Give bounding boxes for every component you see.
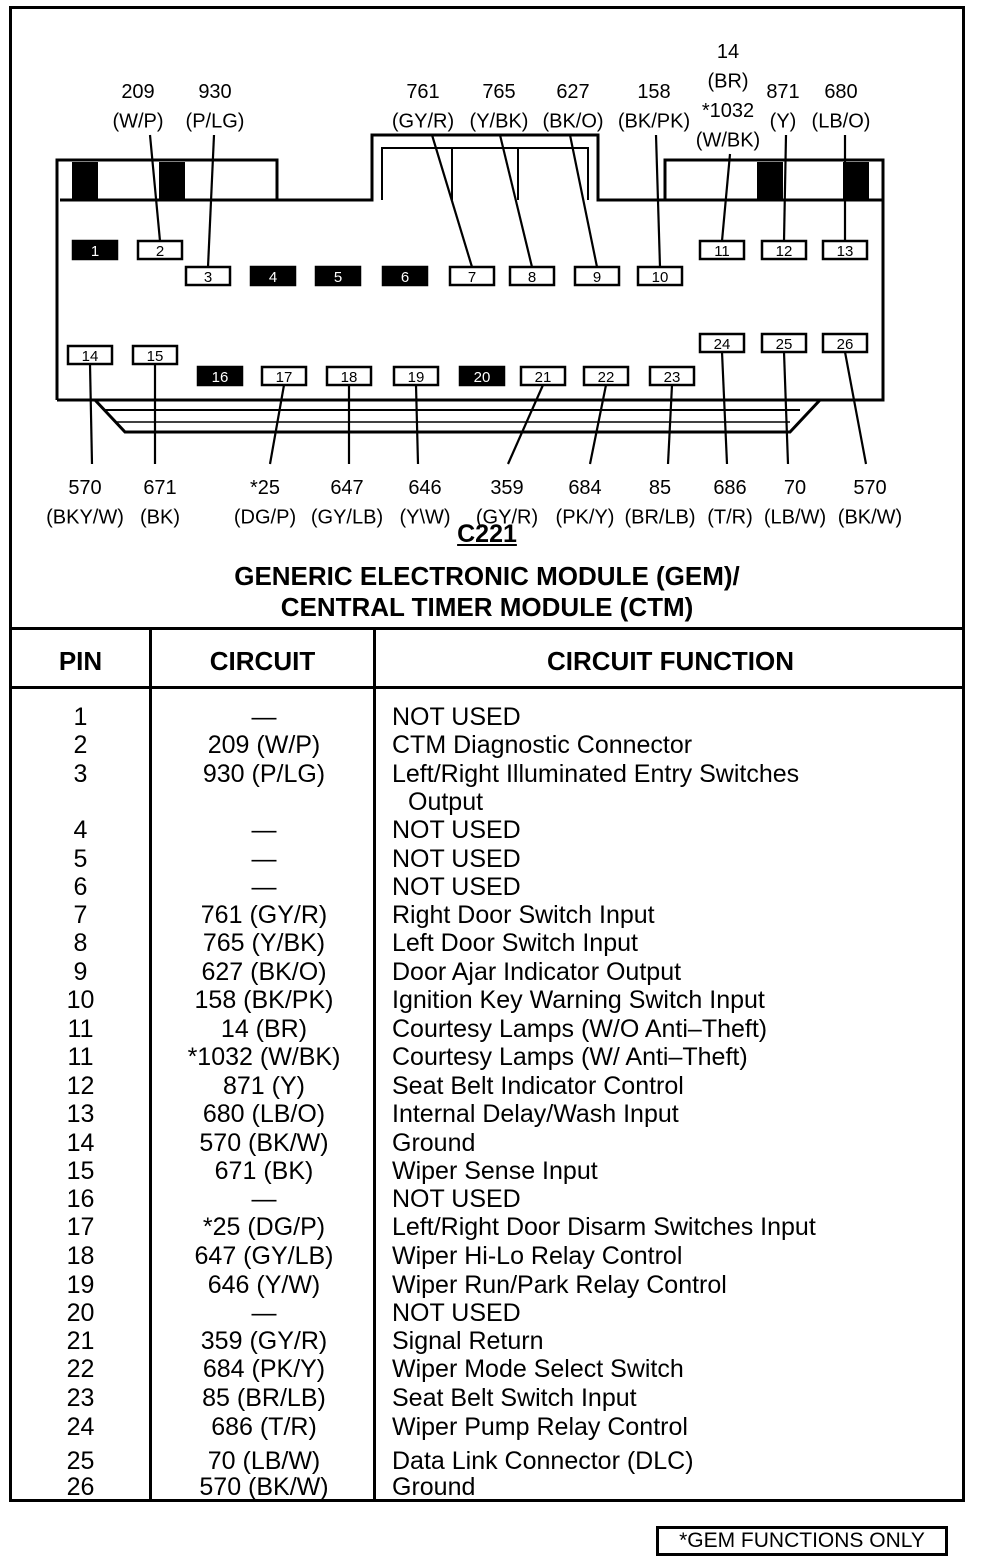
- pin-cavity-7: [450, 267, 494, 286]
- circuit-cell: 570 (BK/W): [199, 1129, 329, 1157]
- pin-cavity-13: [823, 241, 867, 260]
- function-cell: Left/Right Door Disarm Switches Input: [392, 1213, 816, 1241]
- footnote: *GEM FUNCTIONS ONLY: [656, 1526, 948, 1556]
- bottom-wire-label-pin-19: 646 (Y\W): [399, 477, 451, 529]
- function-cell: Door Ajar Indicator Output: [392, 958, 682, 986]
- pin-cell: 6: [73, 873, 88, 901]
- pin-cell: 11: [67, 1043, 94, 1071]
- function-cell: NOT USED: [392, 845, 521, 873]
- circuit-cell: 686 (T/R): [211, 1413, 317, 1441]
- function-cell: NOT USED: [392, 1299, 521, 1327]
- leader-line-pin-11: [722, 154, 730, 241]
- pin-number: 9: [592, 269, 602, 286]
- module-title-line2: CENTRAL TIMER MODULE (CTM): [280, 592, 694, 622]
- table-row: [12, 731, 962, 759]
- pin-cell: 19: [66, 1271, 95, 1299]
- pin-number: 17: [275, 369, 293, 386]
- pin-cell: 18: [66, 1242, 95, 1270]
- function-cell: Wiper Run/Park Relay Control: [392, 1271, 727, 1299]
- circuit-cell: 646 (Y/W): [207, 1271, 321, 1299]
- pin-number: 18: [340, 369, 358, 386]
- pin-cavity-10: [638, 267, 682, 286]
- pin-cavity-3: [186, 267, 230, 286]
- pin-number: 20: [473, 369, 491, 386]
- function-cell: Courtesy Lamps (W/O Anti–Theft): [392, 1015, 768, 1043]
- table-row: [12, 1271, 962, 1299]
- pin-cavity-23: [650, 367, 694, 386]
- circuit-cell: —: [251, 816, 277, 844]
- circuit-cell: —: [251, 873, 277, 901]
- pin-cavity-21: [521, 367, 565, 386]
- function-continuation: Output: [408, 788, 484, 816]
- connector-id: C221: [457, 520, 517, 548]
- function-cell: Data Link Connector (DLC): [392, 1447, 694, 1475]
- table-row: [12, 901, 962, 929]
- table-row: [12, 873, 962, 901]
- circuit-cell: 209 (W/P): [207, 731, 321, 759]
- table-header-rule: [9, 686, 965, 689]
- function-cell: NOT USED: [392, 816, 521, 844]
- pin-cavity-16: [198, 367, 242, 386]
- pin-number: 6: [400, 269, 410, 286]
- function-cell: Ignition Key Warning Switch Input: [392, 986, 765, 1014]
- pin-cavity-1: [73, 241, 117, 260]
- pin-number: 10: [651, 269, 669, 286]
- header-function: CIRCUIT FUNCTION: [547, 646, 794, 676]
- pin-number: 5: [333, 269, 343, 286]
- leader-line-pin-19: [416, 385, 418, 464]
- pin-cavity-9: [575, 267, 619, 286]
- bottom-wire-label-pin-24: 686 (T/R): [707, 477, 753, 529]
- function-cell: Right Door Switch Input: [392, 901, 655, 929]
- table-row: [12, 1043, 962, 1071]
- table-row: [12, 1072, 962, 1100]
- table-row: [12, 1355, 962, 1383]
- circuit-cell: 765 (Y/BK): [202, 929, 326, 957]
- leader-line-pin-25: [784, 352, 788, 464]
- pin-cavity-5: [316, 267, 360, 286]
- circuit-cell: 871 (Y): [223, 1072, 305, 1100]
- pin-cell: 2: [73, 731, 88, 759]
- table-row: [12, 958, 962, 986]
- function-cell: Left Door Switch Input: [392, 929, 638, 957]
- top-wire-label-pin-12: 871 (Y): [766, 81, 800, 133]
- top-wire-label-pin-9: 627 (BK/O): [542, 81, 604, 133]
- table-row: [12, 1213, 962, 1241]
- table-row: [12, 1299, 962, 1327]
- function-cell: Wiper Mode Select Switch: [392, 1355, 684, 1383]
- pin-number: 26: [836, 336, 854, 353]
- pin-number: 8: [527, 269, 537, 286]
- table-row: [12, 1129, 962, 1157]
- table-row: [12, 816, 962, 844]
- circuit-cell: 359 (GY/R): [200, 1327, 328, 1355]
- pin-cell: 17: [66, 1213, 95, 1241]
- top-wire-label-pin-7: 761 (GY/R): [391, 81, 455, 133]
- pin-number: 22: [597, 369, 615, 386]
- pin-cell: 14: [66, 1129, 95, 1157]
- pin-cell: 10: [66, 986, 95, 1014]
- circuit-cell: 930 (P/LG): [202, 760, 326, 788]
- pin-cell: 3: [73, 760, 88, 788]
- circuit-cell: 85 (BR/LB): [202, 1384, 326, 1412]
- pin-cavity-14: [68, 346, 112, 365]
- pin-cell: 24: [66, 1413, 95, 1441]
- table-row: [12, 703, 962, 731]
- pin-cell: 21: [66, 1327, 95, 1355]
- pin-cell: 8: [73, 929, 88, 957]
- top-wire-label-pin-13: 680 (LB/O): [811, 81, 871, 133]
- table-row: [12, 1447, 962, 1475]
- pin-cell: 15: [66, 1157, 95, 1185]
- pin-cell: 5: [73, 845, 88, 873]
- bottom-wire-label-pin-23: 85 (BR/LB): [624, 477, 696, 529]
- pin-cavity-15: [133, 346, 177, 365]
- module-title-line1: GENERIC ELECTRONIC MODULE (GEM)/: [234, 561, 740, 591]
- pin-number: 19: [407, 369, 425, 386]
- pin-number: 12: [775, 243, 793, 260]
- table-row: [12, 1473, 962, 1501]
- pin-cell: 22: [66, 1355, 95, 1383]
- pin-cell: 13: [66, 1100, 95, 1128]
- table-row: [12, 845, 962, 873]
- pin-number: 16: [211, 369, 229, 386]
- pin-cell: 4: [73, 816, 88, 844]
- table-row: [12, 1100, 962, 1128]
- function-cell: Courtesy Lamps (W/ Anti–Theft): [392, 1043, 748, 1071]
- top-wire-label-pin-8: 765 (Y/BK): [469, 81, 529, 133]
- circuit-cell: 671 (BK): [214, 1157, 314, 1185]
- pin-number: 23: [663, 369, 681, 386]
- pin-number: 4: [268, 269, 278, 286]
- circuit-cell: 684 (PK/Y): [202, 1355, 326, 1383]
- function-cell: Signal Return: [392, 1327, 544, 1355]
- pin-cell: 9: [73, 958, 88, 986]
- pin-number: 15: [146, 348, 164, 365]
- function-cell: Seat Belt Switch Input: [392, 1384, 637, 1412]
- header-circuit: CIRCUIT: [209, 646, 316, 676]
- pin-cell: 23: [66, 1384, 95, 1412]
- pin-cavity-24: [700, 334, 744, 353]
- bottom-wire-label-pin-17: *25 (DG/P): [233, 477, 297, 529]
- circuit-cell: 570 (BK/W): [199, 1473, 329, 1501]
- table-row: [12, 1185, 962, 1213]
- leader-line-pin-22: [590, 385, 606, 464]
- leader-line-pin-14: [90, 364, 92, 464]
- bottom-wire-label-pin-26: 570 (BK/W): [837, 477, 903, 529]
- table-row: [12, 1413, 962, 1441]
- leader-line-pin-8: [500, 135, 532, 267]
- pin-number: 1: [90, 243, 100, 260]
- pin-cell: 7: [73, 901, 88, 929]
- pin-number: 7: [467, 269, 477, 286]
- table-row: [12, 929, 962, 957]
- pin-cavity-8: [510, 267, 554, 286]
- leader-line-pin-21: [508, 385, 543, 464]
- top-wire-label-pin-11: 14 (BR) *1032 (W/BK): [695, 41, 761, 152]
- pin-cavity-17: [262, 367, 306, 386]
- function-cell: CTM Diagnostic Connector: [392, 731, 693, 759]
- leader-line-pin-24: [722, 352, 727, 464]
- pin-number: 25: [775, 336, 793, 353]
- pin-cavity-22: [584, 367, 628, 386]
- table-row: [12, 1157, 962, 1185]
- pin-cavity-20: [460, 367, 504, 386]
- pin-cavity-6: [383, 267, 427, 286]
- locking-tabs: [72, 162, 869, 200]
- pin-cavity-19: [394, 367, 438, 386]
- pin-number: 3: [203, 269, 213, 286]
- bottom-wire-label-pin-14: 570 (BKY/W): [46, 477, 124, 529]
- pin-cell: 16: [66, 1185, 95, 1213]
- circuit-cell: *1032 (W/BK): [187, 1043, 341, 1071]
- circuit-cell: —: [251, 845, 277, 873]
- table-row: [12, 1242, 962, 1270]
- pin-cavities: [68, 241, 867, 386]
- table-row: [12, 760, 962, 816]
- pin-cell: 12: [66, 1072, 95, 1100]
- leader-line-pin-9: [570, 135, 597, 267]
- pin-number: 14: [81, 348, 99, 365]
- pin-cavity-18: [327, 367, 371, 386]
- leader-line-pin-12: [784, 135, 786, 241]
- bottom-wire-label-pin-18: 647 (GY/LB): [310, 477, 384, 529]
- pin-cell: 20: [66, 1299, 95, 1327]
- pin-cavity-12: [762, 241, 806, 260]
- pin-number: 21: [534, 369, 552, 386]
- circuit-cell: 680 (LB/O): [202, 1100, 326, 1128]
- leader-line-pin-2: [150, 135, 160, 241]
- leader-line-pin-26: [845, 352, 866, 464]
- bottom-wire-label-pin-15: 671 (BK): [140, 477, 180, 529]
- header-pin: PIN: [58, 646, 103, 676]
- leader-lines: [90, 135, 866, 464]
- circuit-cell: *25 (DG/P): [202, 1213, 326, 1241]
- pin-cavity-2: [138, 241, 182, 260]
- pin-cell: 1: [73, 703, 88, 731]
- pin-cell: 25: [66, 1447, 95, 1475]
- function-cell: Ground: [392, 1129, 476, 1157]
- top-wire-label-pin-3: 930 (P/LG): [185, 81, 245, 133]
- pin-cavity-4: [251, 267, 295, 286]
- pin-cell: 11: [67, 1015, 94, 1043]
- circuit-cell: 761 (GY/R): [200, 901, 328, 929]
- pin-cavity-11: [700, 241, 744, 260]
- function-cell: Wiper Hi-Lo Relay Control: [392, 1242, 683, 1270]
- table-row: [12, 1015, 962, 1043]
- pin-cell: 26: [66, 1473, 95, 1501]
- function-cell: Seat Belt Indicator Control: [392, 1072, 684, 1100]
- table-row: [12, 1327, 962, 1355]
- function-cell: NOT USED: [392, 703, 521, 731]
- pin-number: 13: [836, 243, 854, 260]
- pin-cavity-25: [762, 334, 806, 353]
- function-cell: NOT USED: [392, 873, 521, 901]
- function-cell: Internal Delay/Wash Input: [392, 1100, 679, 1128]
- top-wire-label-pin-10: 158 (BK/PK): [617, 81, 691, 133]
- circuit-cell: 647 (GY/LB): [194, 1242, 334, 1270]
- pin-cavity-26: [823, 334, 867, 353]
- function-cell: Left/Right Illuminated Entry Switches Output: [392, 760, 962, 816]
- table-row: [12, 986, 962, 1014]
- circuit-cell: 158 (BK/PK): [194, 986, 334, 1014]
- table-top-rule: [9, 627, 965, 630]
- circuit-cell: 627 (BK/O): [201, 958, 327, 986]
- function-cell: Wiper Sense Input: [392, 1157, 598, 1185]
- bottom-wire-label-pin-22: 684 (PK/Y): [555, 477, 615, 529]
- function-cell: Ground: [392, 1473, 476, 1501]
- circuit-cell: —: [251, 1299, 277, 1327]
- pin-number: 11: [714, 243, 730, 260]
- pin-number: 2: [155, 243, 165, 260]
- circuit-cell: —: [251, 703, 277, 731]
- function-cell: Wiper Pump Relay Control: [392, 1413, 688, 1441]
- circuit-cell: 14 (BR): [220, 1015, 308, 1043]
- bottom-wire-label-pin-25: 70 (LB/W): [763, 477, 827, 529]
- leader-line-pin-23: [668, 385, 672, 464]
- circuit-cell: —: [251, 1185, 277, 1213]
- top-wire-label-pin-2: 209 (W/P): [112, 81, 164, 133]
- pin-number: 24: [713, 336, 731, 353]
- table-row: [12, 1384, 962, 1412]
- bottom-wire-label-pin-21: 359 (GY/R): [475, 477, 539, 529]
- leader-line-pin-17: [270, 385, 284, 464]
- function-cell: NOT USED: [392, 1185, 521, 1213]
- circuit-cell: 70 (LB/W): [207, 1447, 321, 1475]
